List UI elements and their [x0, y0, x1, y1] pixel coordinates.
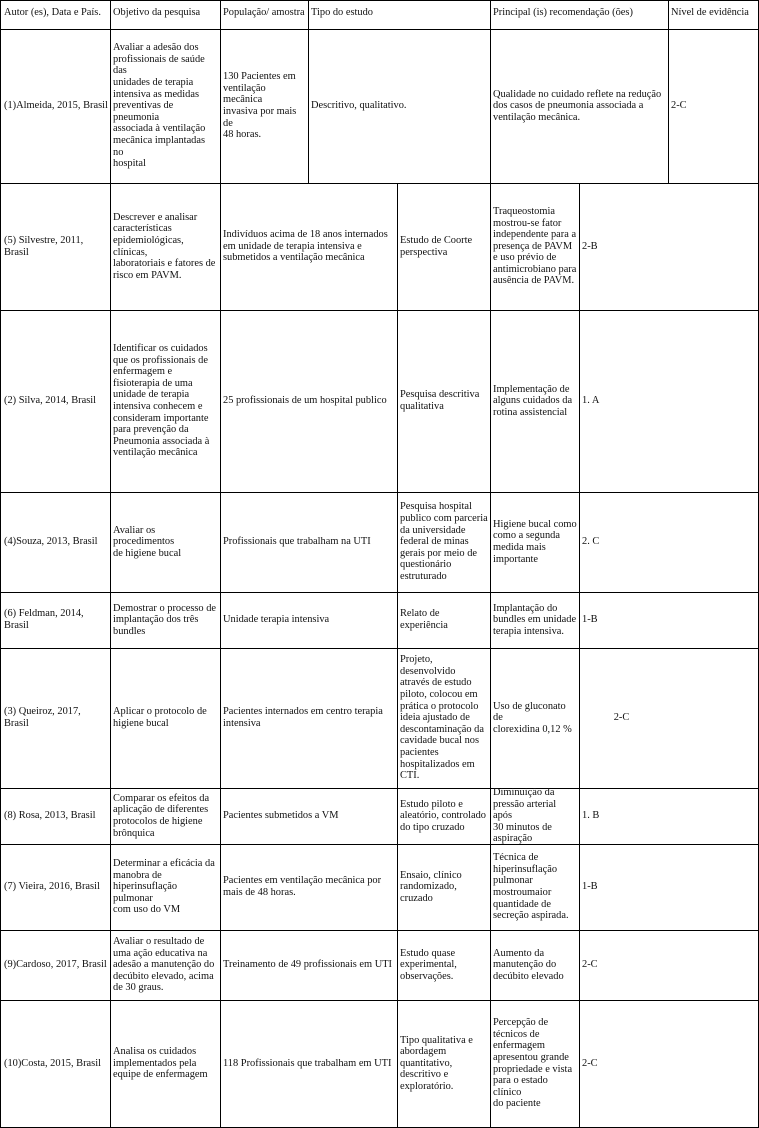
cell-nivel: 2-C [582, 959, 598, 971]
cell-populacao: Pacientes submetidos a VM [223, 810, 339, 822]
cell-populacao: Pacientes internados em centro terapia intensiva [223, 706, 383, 729]
cell-objetivo: Avaliar a adesão dos profissionais de saúde das unidades de terapia intensiva as medidas preventivas de pneumonia associada à ventilação mecânica implantadas no hospital [113, 42, 206, 170]
cell-objetivo: Avaliar os procedimentos de higiene bucal [113, 524, 182, 559]
cell-nivel: 1-B [582, 614, 598, 626]
cell-recomendacao: Uso de gluconato de clorexidina 0,12 % [493, 700, 572, 735]
cell-nivel: 1. A [582, 395, 600, 407]
cell-autor: (8) Rosa, 2013, Brasil [4, 810, 96, 822]
cell-autor: (1)Almeida, 2015, Brasil [4, 100, 108, 112]
header-objetivo: Objetivo da pesquisa [113, 7, 201, 18]
cell-populacao: Profissionais que trabalham na UTI [223, 536, 371, 548]
cell-recomendacao: Qualidade no cuidado reflete na redução dos casos de pneumonia associada a ventilação mecânica. [493, 88, 662, 123]
cell-autor: (6) Feldman, 2014, Brasil [4, 608, 84, 631]
cell-recomendacao: Traqueostomia mostrou-se fator independente para a presença de PAVM e uso prévio de antimicrobiano para ausência de PAVM. [493, 205, 577, 287]
cell-tipo: Estudo piloto e aleatório, controlado do tipo cruzado [400, 798, 486, 833]
cell-nivel: 2-C [582, 1057, 598, 1069]
cell-autor: (3) Queiroz, 2017, Brasil [4, 706, 81, 729]
cell-objetivo: Descrever e analisar características epidemiológicas, clínicas, laboratoriais e fatores de risco em PAVM. [113, 211, 216, 281]
cell-populacao: Indivíduos acima de 18 anos internados em unidade de terapia intensiva e submetidos a ventilação mecânica [223, 229, 388, 264]
cell-populacao: 25 profissionais de um hospital publico [223, 395, 387, 407]
cell-autor: (10)Costa, 2015, Brasil [4, 1057, 101, 1069]
cell-nivel: 1. B [582, 810, 600, 822]
cell-populacao: Treinamento de 49 profissionais em UTI [223, 959, 393, 971]
row-border [0, 0, 759, 1]
cell-populacao: 118 Profissionais que trabalham em UTI [223, 1057, 392, 1069]
cell-tipo: Ensaio, clínico randomizado, cruzado [400, 869, 462, 904]
cell-autor: (9)Cardoso, 2017, Brasil [4, 959, 107, 971]
cell-nivel: 2-B [582, 240, 598, 252]
cell-objetivo: Analisa os cuidados implementados pela equipe de enfermagem [113, 1046, 208, 1081]
cell-autor: (2) Silva, 2014, Brasil [4, 395, 97, 407]
cell-populacao: 130 Pacientes em ventilação mecânica invasiva por mais de 48 horas. [223, 71, 297, 141]
cell-tipo: Projeto, desenvolvido através de estudo piloto, colocou em prática o protocolo ideia ajustado de descontaminação da cavidade bucal nos pacientes hospitalizados em CTI. [400, 654, 484, 782]
cell-autor: (7) Vieira, 2016, Brasil [4, 881, 100, 893]
cell-recomendacao: Percepção de técnicos de enfermagem apresentou grande propriedade e vista para o estado clínico do paciente [493, 1017, 573, 1110]
header-populacao: População/ amostra [223, 7, 305, 18]
cell-tipo: Tipo qualitativa e abordagem quantitativo, descritivo e exploratório. [400, 1034, 473, 1092]
cell-autor: (4)Souza, 2013, Brasil [4, 536, 98, 548]
cell-objetivo: Comparar os efeitos da aplicação de diferentes protocolos de higiene brônquica [113, 792, 210, 839]
cell-recomendacao: Higiene bucal como como a segunda medida mais importante [493, 518, 577, 565]
cell-tipo: Pesquisa hospital publico com parceria da universidade federal de minas gerais por meio de questionário estruturado [400, 501, 488, 582]
cell-populacao: Pacientes em ventilação mecânica por mais de 48 horas. [223, 875, 382, 898]
header-autor: Autor (es), Data e País. [4, 7, 101, 18]
cell-objetivo: Demostrar o processo de implantação dos três bundles [113, 602, 217, 637]
cell-objetivo: Aplicar o protocolo de higiene bucal [113, 706, 207, 729]
cell-recomendacao: Técnica de hiperinsuflação pulmonar mostroumaior quantidade de secreção aspirada. [493, 852, 569, 922]
cell-recomendacao: Diminuição da pressão arterial após 30 minutos de aspiração [493, 788, 557, 844]
cell-nivel: 2. C [582, 536, 600, 548]
cell-recomendacao: Implantação do bundles em unidade terapia intensiva. [493, 602, 577, 637]
cell-tipo: Relato de experiência [400, 608, 448, 631]
header-recomendacao: Principal (is) recomendação (ões) [493, 7, 633, 18]
cell-nivel: 2-C [671, 100, 687, 112]
cell-recomendacao: Aumento da manutenção do decúbito elevado [493, 947, 564, 982]
cell-tipo: Descritivo, qualitativo. [311, 100, 407, 112]
cell-tipo: Estudo de Coorte perspectiva [400, 234, 473, 258]
cell-populacao: Unidade terapia intensiva [223, 614, 330, 626]
cell-tipo: Estudo quase experimental, observações. [400, 947, 457, 982]
cell-objetivo: Avaliar o resultado de uma ação educativa na adesão a manutenção do decúbito elevado, acima de 30 graus. [113, 936, 215, 994]
cell-tipo: Pesquisa descritiva qualitativa [400, 389, 480, 412]
header-tipo: Tipo do estudo [311, 7, 373, 18]
cell-objetivo: Identificar os cuidados que os profissionais de enfermagem e fisioterapia de uma unidade de terapia intensiva conhecem e consideram importante para prevenção da Pneumonia associada à ventilação mecânica [113, 343, 210, 459]
cell-autor: (5) Silvestre, 2011, Brasil [4, 234, 84, 258]
cell-recomendacao: Implementação de alguns cuidados da rotina assistencial [493, 383, 573, 418]
cell-nivel: 1-B [582, 881, 598, 893]
header-nivel: Nível de evidência [671, 7, 749, 18]
cell-objetivo: Determinar a eficácia da manobra de hiperinsuflação pulmonar com uso do VM [113, 858, 215, 916]
cell-nivel: 2-C [613, 712, 630, 724]
